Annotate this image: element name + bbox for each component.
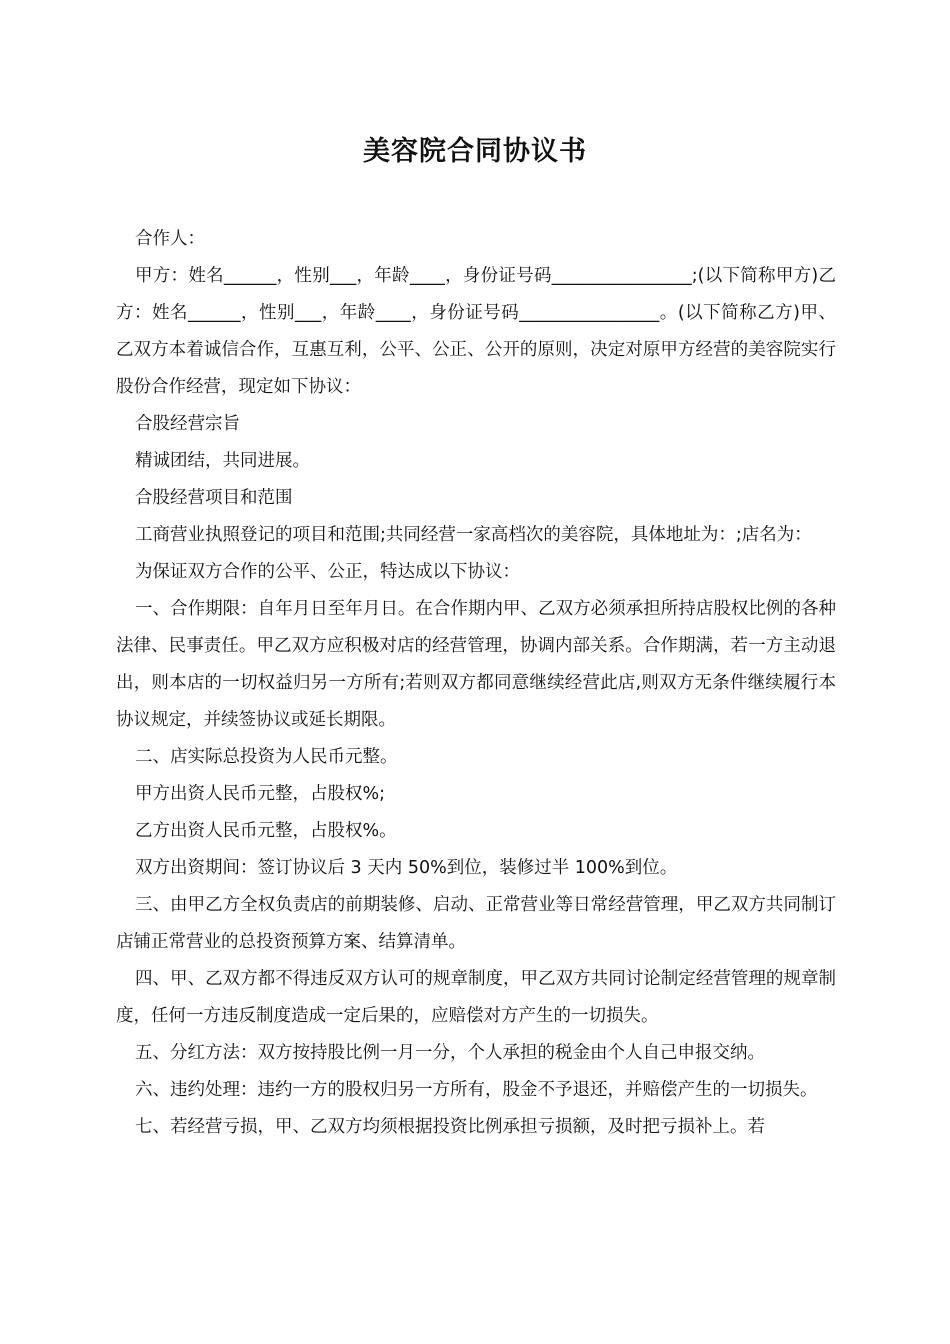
heading-purpose: 合股经营宗旨 [135,414,240,434]
paragraph-agreement-intro: 为保证双方合作的公平、公正，特达成以下协议： [135,562,520,582]
paragraph-scope: 工商营业执照登记的项目和范围;共同经营一家高档次的美容院，具体地址为：;店名为： [135,525,812,545]
clause-4-rules: 四、甲、乙双方都不得违反双方认可的规章制度，甲乙双方共同讨论制定经营管理的规章制度，任何一方违反制度造成一定后果的，应赔偿对方产生的一切损失。 [116,969,836,1026]
clause-2-party-b-share: 乙方出资人民币元整，占股权%。 [135,821,397,841]
clause-3-management: 三、由甲乙方全权负责店的前期装修、启动、正常营业等日常经营管理，甲乙双方共同制订店铺正常营业的总投资预算方案、结算清单。 [116,895,836,952]
paragraph-parties: 甲方：姓名______，性别___，年龄____，身份证号码________________;(以下简称甲方)乙方：姓名______，性别___，年龄____，身份证号码________________。(以下简称乙方)甲、乙双方本着诚信合作，互惠互利，公平、公正、公开的原则，决定对原甲方经营的美容院实行股份合作经营，现定如下协议： [116,266,836,397]
clause-2-investment: 二、店实际总投资为人民币元整。 [135,747,398,767]
clause-1-term: 一、合作期限：自年月日至年月日。在合作期内甲、乙双方必须承担所持店股权比例的各种法律、民事责任。甲乙双方应积极对店的经营管理，协调内部关系。合作期满，若一方主动退出，则本店的一切权益归另一方所有;若则双方都同意继续经营此店,则双方无条件继续履行本协议规定，并续签协议或延长期限。 [116,599,836,730]
clause-6-breach: 六、违约处理：违约一方的股权归另一方所有，股金不予退还，并赔偿产生的一切损失。 [135,1080,818,1100]
clause-2-party-a-share: 甲方出资人民币元整，占股权%; [135,784,386,804]
clause-5-dividends: 五、分红方法：双方按持股比例一月一分，个人承担的税金由个人自己申报交纳。 [135,1043,765,1063]
paragraph-purpose: 精诚团结，共同进展。 [135,451,310,471]
document-body [116,221,836,1146]
paragraph-partners: 合作人： [135,229,205,249]
document-title: 美容院合同协议书 [363,136,587,167]
clause-2-funding-schedule: 双方出资期间：签订协议后 3 天内 50%到位，装修过半 100%到位。 [135,858,678,878]
clause-7-losses: 七、若经营亏损，甲、乙双方均须根据投资比例承担亏损额，及时把亏损补上。若 [135,1117,765,1137]
heading-scope: 合股经营项目和范围 [135,488,293,508]
